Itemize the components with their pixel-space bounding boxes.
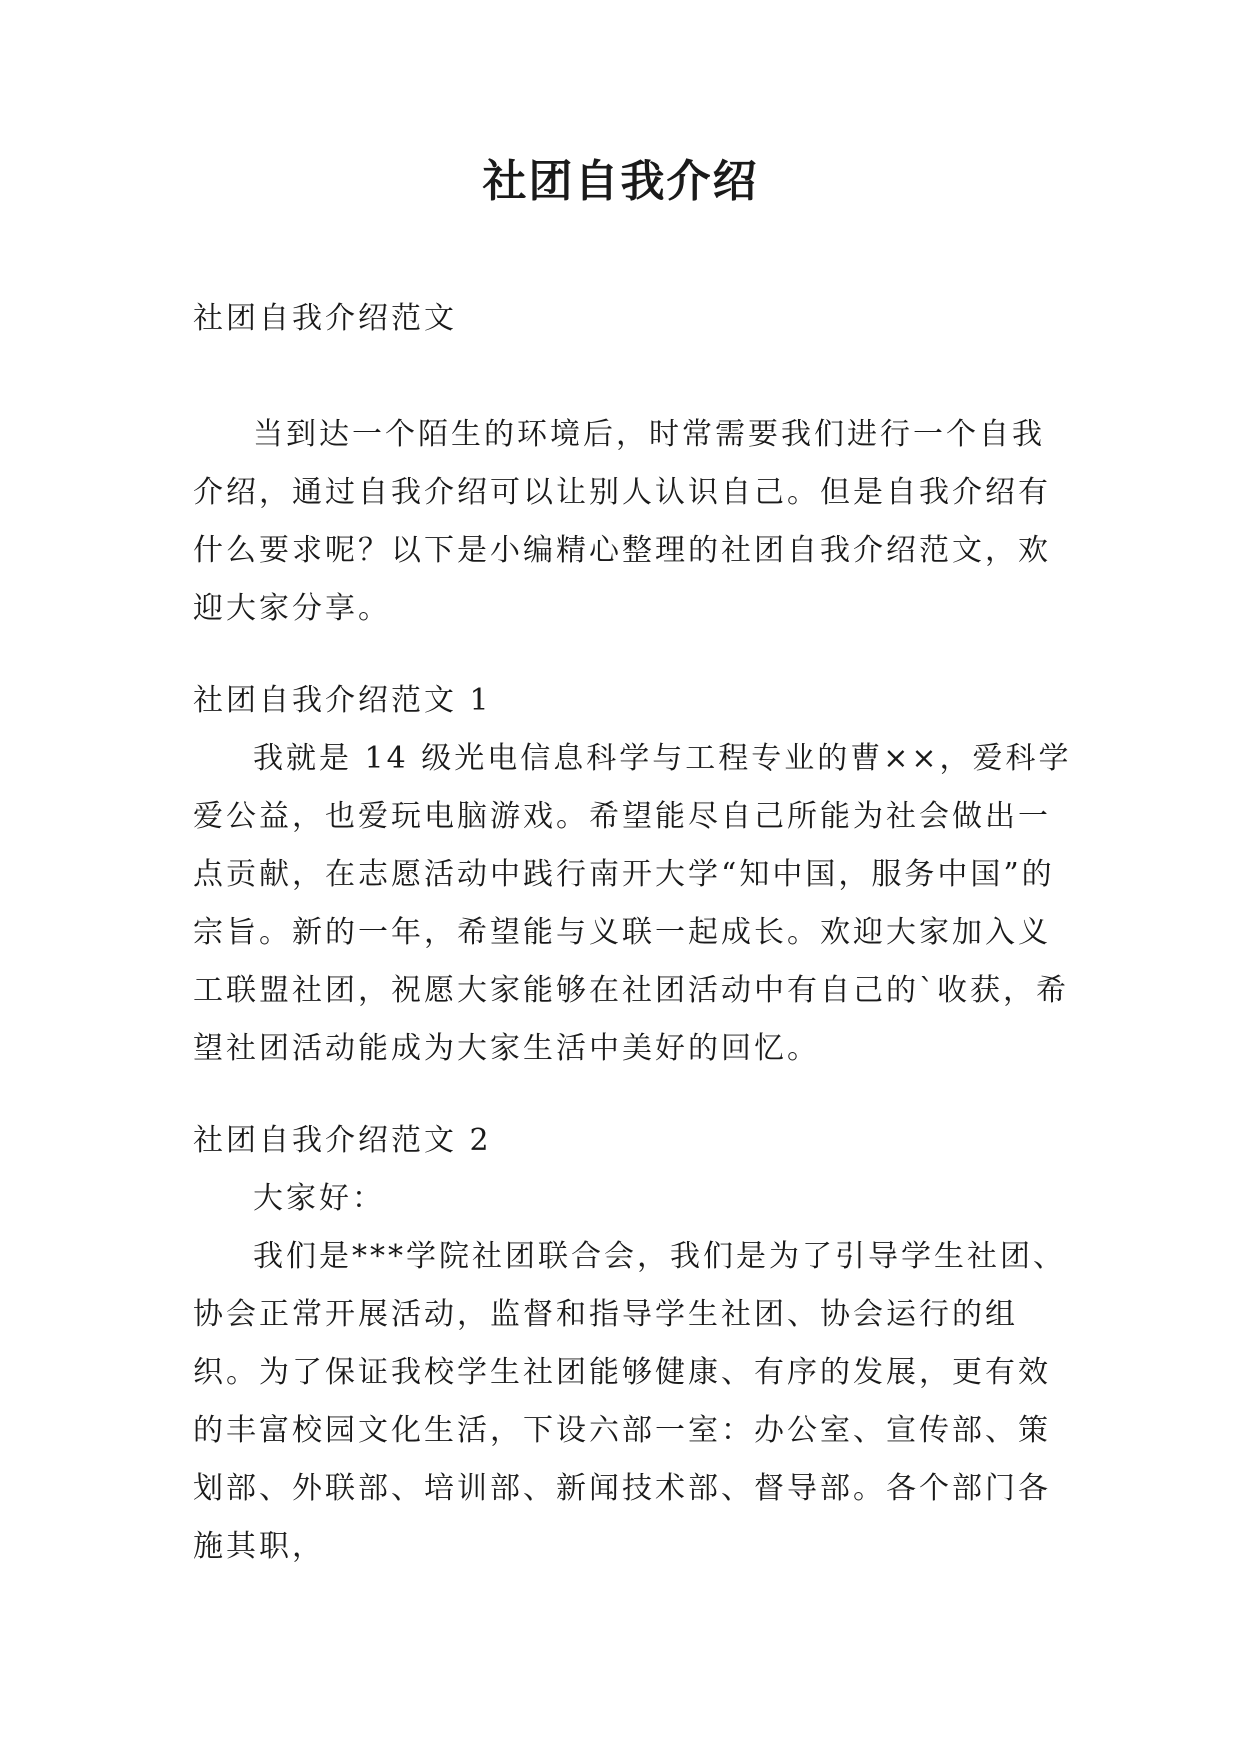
document-subtitle: 社团自我介绍范文: [193, 301, 457, 336]
section-2-heading: 社团自我介绍范文 2: [193, 1123, 492, 1158]
section-2-greeting: 大家好：: [253, 1181, 385, 1216]
section-2-paragraph: 我们是***学院社团联合会，我们是为了引导学生社团、协会正常开展活动，监督和指导学生社团、协会运行的组织。为了保证我校学生社团能够健康、有序的发展，更有效的丰富校园文化生活，下设六部一室：办公室、宣传部、策划部、外联部、培训部、新闻技术部、督导部。各个部门各施其职，: [193, 1239, 1066, 1564]
section-1-heading: 社团自我介绍范文 1: [193, 683, 492, 718]
intro-paragraph: 当到达一个陌生的环境后，时常需要我们进行一个自我介绍，通过自我介绍可以让别人认识自己。但是自我介绍有什么要求呢？以下是小编精心整理的社团自我介绍范文，欢迎大家分享。: [193, 417, 1051, 626]
section-1-paragraph: 我就是 14 级光电信息科学与工程专业的曹××，爱科学爱公益，也爱玩电脑游戏。希望能尽自己所能为社会做出一点贡献，在志愿活动中践行南开大学“知中国，服务中国”的宗旨。新的一年，希望能与义联一起成长。欢迎大家加入义工联盟社团，祝愿大家能够在社团活动中有自己的`收获，希望社团活动能成为大家生活中美好的回忆。: [193, 741, 1072, 1066]
document-title: 社团自我介绍: [482, 156, 759, 207]
document-body: [193, 290, 1073, 1576]
